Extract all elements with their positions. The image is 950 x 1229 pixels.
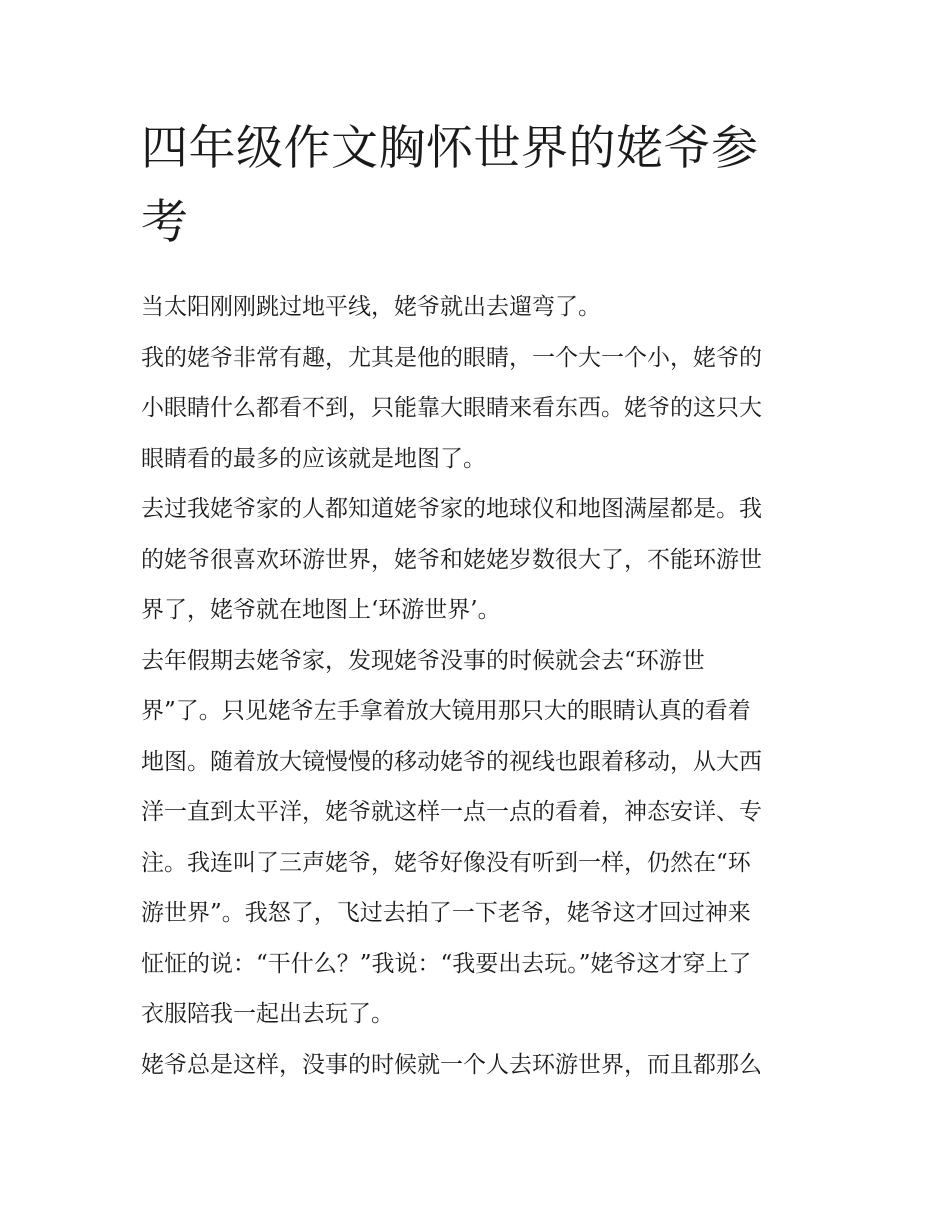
- paragraph-line: 的姥爷很喜欢环游世界，姥爷和姥姥岁数很大了，不能环游世: [141, 546, 762, 573]
- paragraph-line: 眼睛看的最多的应该就是地图了。: [141, 445, 486, 472]
- paragraph: [141, 282, 813, 333]
- paragraph-line: 地图。随着放大镜慢慢的移动姥爷的视线也跟着移动，从大西: [141, 748, 762, 775]
- paragraph: [141, 484, 813, 636]
- paragraph-line: 去年假期去姥爷家，发现姥爷没事的时候就会去“环游世: [141, 647, 705, 674]
- paragraph: [141, 333, 813, 485]
- paragraph-line: 游世界”。我怒了，飞过去拍了一下老爷，姥爷这才回过神来: [141, 900, 751, 926]
- document-title: [141, 112, 813, 260]
- paragraph-line: 姥爷总是这样，没事的时候就一个人去环游世界，而且都那么: [141, 1051, 762, 1078]
- paragraph: [141, 1040, 813, 1091]
- paragraph-line: 去过我姥爷家的人都知道姥爷家的地球仪和地图满屋都是。我: [141, 496, 762, 522]
- paragraph-line: 我的姥爷非常有趣，尤其是他的眼睛，一个大一个小，姥爷的: [141, 344, 762, 371]
- title-line: 四年级作文胸怀世界的姥爷参: [141, 121, 759, 176]
- paragraph-line: 当太阳刚刚跳过地平线，姥爷就出去遛弯了。: [141, 294, 601, 320]
- paragraph-line: 界了，姥爷就在地图上‘环游世界’。: [141, 597, 501, 623]
- title-line: 考: [141, 195, 189, 250]
- paragraph-line: 怔怔的说：“干什么？”我说：“我要出去玩。”姥爷这才穿上了: [141, 950, 752, 977]
- paragraph: [141, 636, 813, 1040]
- document-page: [141, 112, 813, 1090]
- paragraph-line: 衣服陪我一起出去玩了。: [141, 1001, 394, 1027]
- paragraph-line: 小眼睛什么都看不到，只能靠大眼睛来看东西。姥爷的这只大: [141, 395, 762, 421]
- paragraph-line: 界”了。只见姥爷左手拿着放大镜用那只大的眼睛认真的看着: [141, 698, 751, 724]
- paragraph-line: 洋一直到太平洋，姥爷就这样一点一点的看着，神态安详、专: [141, 799, 762, 825]
- paragraph-line: 注。我连叫了三声姥爷，姥爷好像没有听到一样，仍然在“环: [141, 849, 751, 876]
